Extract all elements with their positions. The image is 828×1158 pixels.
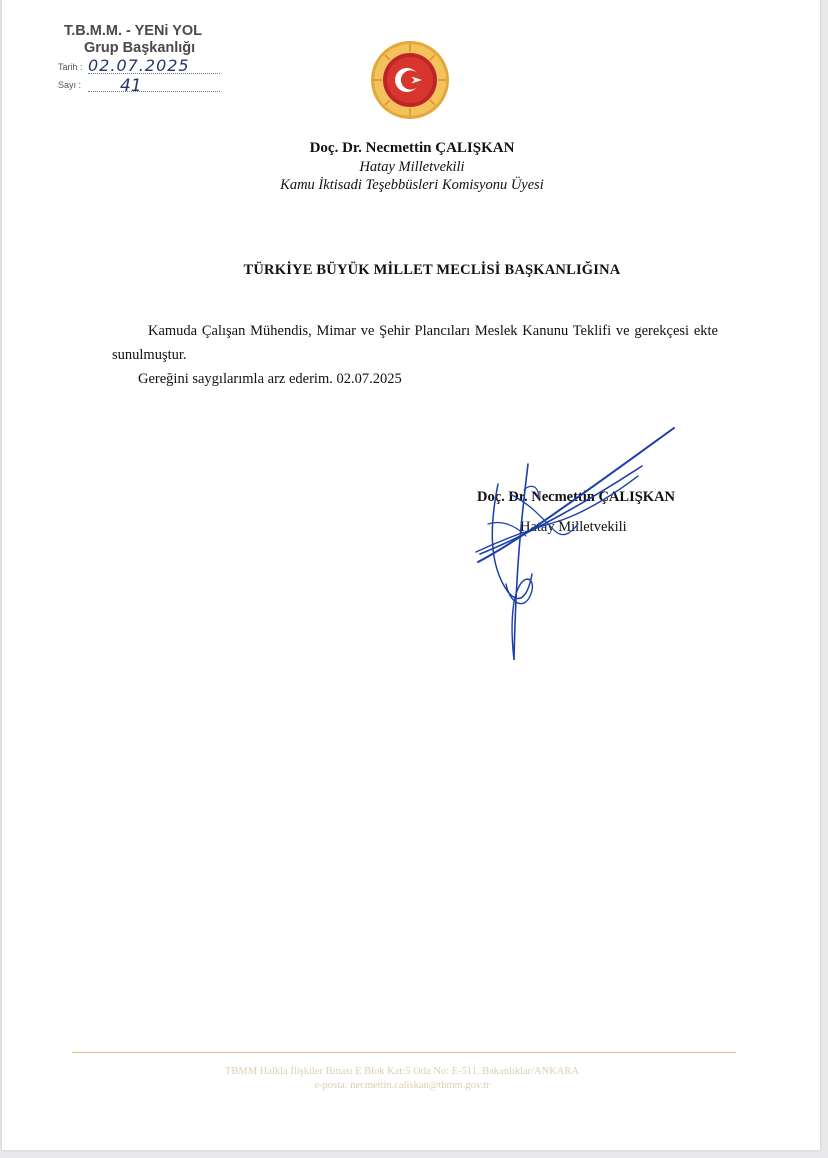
stamp-department: Grup Başkanlığı <box>84 40 196 56</box>
stamp-number-label: Sayı : <box>58 80 82 90</box>
stamp-number-line <box>88 91 220 92</box>
footer-address: TBMM Halkla İlişkiler Binası E Blok Kat:5 Oda No: E-511, Bakanlıklar/ANKARA <box>225 1066 579 1077</box>
document-page <box>2 0 820 1150</box>
stamp-date-label: Tarih : <box>58 62 83 72</box>
stamp-date-value: 02.07.2025 <box>88 56 190 75</box>
sender-committee: Kamu İktisadi Teşebbüsleri Komisyonu Üyesi <box>280 177 544 193</box>
sender-name: Doç. Dr. Necmettin ÇALIŞKAN <box>309 140 515 156</box>
footer-email: e-posta: necmettin.caliskan@tbmm.gov.tr <box>314 1080 490 1091</box>
recipient-heading: TÜRKİYE BÜYÜK MİLLET MECLİSİ BAŞKANLIĞINA <box>243 262 621 278</box>
footer-divider <box>72 1052 736 1053</box>
body-paragraph-1: Kamuda Çalışan Mühendis, Mimar ve Şehir Plancıları Meslek Kanunu Teklifi ve gerekçesi ekte sunulmuştur. <box>112 323 718 363</box>
stamp-org: T.B.M.M. - YENi YOL <box>64 23 203 39</box>
stamp-number-value: 41 <box>120 76 142 96</box>
tbmm-emblem-icon <box>370 40 450 120</box>
letter-body <box>112 319 718 391</box>
handwritten-signature-icon <box>470 424 680 660</box>
signatory-role: Hatay Milletvekili <box>520 519 627 535</box>
body-paragraph-2: Gereğini saygılarımla arz ederim. 02.07.2025 <box>138 371 402 387</box>
sender-role: Hatay Milletvekili <box>359 159 465 175</box>
signatory-name: Doç. Dr. Necmettin ÇALIŞKAN <box>477 489 676 505</box>
